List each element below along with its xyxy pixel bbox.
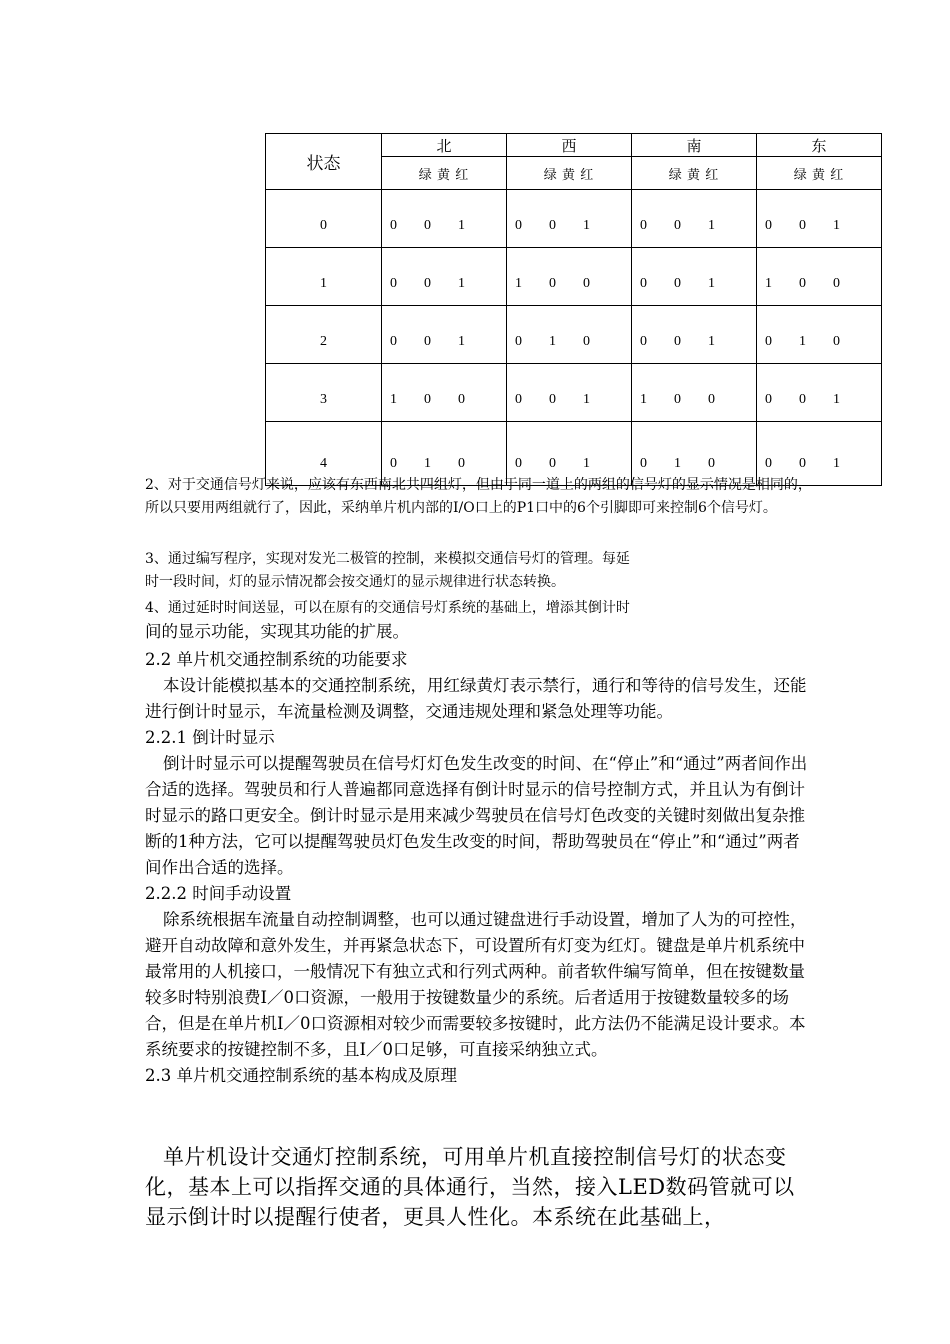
state-number: 2 bbox=[266, 306, 382, 364]
body-paragraph: 倒计时显示可以提醒驾驶员在信号灯灯色发生改变的时间、在“停止”和“通过”两者间作出合适的选择。驾驶员和行人普遍都同意选择有倒计时显示的信号控制方式，并且认为有倒计时显示的路口更安全。倒计时显示是用来减少驾驶员在信号灯色改变的关键时刻做出复杂推断的1种方法，它可以提醒驾驶员灯色发生改变的时间，帮助驾驶员在“停止”和“通过”两者间作出合适的选择。 bbox=[145, 754, 808, 877]
light-values: 1 0 0 bbox=[507, 248, 632, 306]
light-values: 0 1 0 bbox=[382, 422, 507, 486]
light-values: 0 0 1 bbox=[507, 364, 632, 422]
state-number: 1 bbox=[266, 248, 382, 306]
table-header-row bbox=[266, 134, 882, 157]
paragraph-item-2: 2、对于交通信号灯来说，应该有东西南北共四组灯，但由于同一道上的两组的信号灯的显示情况是相同的，所以只要用两组就行了，因此，采纳单片机内部的I/O口上的P1口中的6个引脚即可来控制6个信号灯。 bbox=[145, 477, 812, 516]
light-values: 0 0 1 bbox=[507, 190, 632, 248]
light-values: 0 1 0 bbox=[507, 306, 632, 364]
paragraph-item-4: 4、通过延时时间送显，可以在原有的交通信号灯系统的基础上，增添其倒计时 间的显示功能，实现其功能的扩展。 bbox=[145, 600, 630, 641]
table-row bbox=[266, 248, 882, 306]
light-colors-header: 绿 黄 红 bbox=[757, 157, 882, 190]
direction-east: 东 bbox=[757, 134, 882, 157]
section-heading: 2.3 单片机交通控制系统的基本构成及原理 bbox=[145, 1066, 457, 1085]
light-colors-header: 绿 黄 红 bbox=[632, 157, 757, 190]
light-values: 0 0 1 bbox=[632, 190, 757, 248]
state-header: 状态 bbox=[266, 134, 382, 190]
light-values: 1 0 0 bbox=[382, 364, 507, 422]
section-2-3-body bbox=[145, 1142, 815, 1232]
light-values: 0 0 1 bbox=[382, 248, 507, 306]
section-2-2 bbox=[145, 647, 815, 1089]
light-values: 0 0 1 bbox=[382, 190, 507, 248]
light-colors-header: 绿 黄 红 bbox=[507, 157, 632, 190]
table-row bbox=[266, 190, 882, 248]
direction-south: 南 bbox=[632, 134, 757, 157]
direction-west: 西 bbox=[507, 134, 632, 157]
table-row bbox=[266, 364, 882, 422]
light-values: 0 1 0 bbox=[757, 306, 882, 364]
signal-state-table bbox=[265, 133, 882, 486]
state-number: 4 bbox=[266, 422, 382, 486]
light-values: 0 0 1 bbox=[507, 422, 632, 486]
light-colors-header: 绿 黄 红 bbox=[382, 157, 507, 190]
state-number: 3 bbox=[266, 364, 382, 422]
section-heading: 2.2.1 倒计时显示 bbox=[145, 728, 275, 747]
body-paragraph: 除系统根据车流量自动控制调整，也可以通过键盘进行手动设置，增加了人为的可控性，避开自动故障和意外发生，并再紧急状态下，可设置所有灯变为红灯。键盘是单片机系统中最常用的人机接口，一般情况下有独立式和行列式两种。前者软件编写简单，但在按键数量较多时特别浪费I／0口资源，一般用于按键数量少的系统。后者适用于按键数量较多的场合，但是在单片机I／0口资源相对较少而需要较多按键时，此方法仍不能满足设计要求。本系统要求的按键控制不多，且I／0口足够，可直接采纳独立式。 bbox=[145, 910, 807, 1059]
light-values: 0 1 0 bbox=[632, 422, 757, 486]
section-heading: 2.2 单片机交通控制系统的功能要求 bbox=[145, 650, 408, 669]
light-values: 0 0 1 bbox=[757, 422, 882, 486]
light-values: 0 0 1 bbox=[632, 306, 757, 364]
light-values: 0 0 1 bbox=[382, 306, 507, 364]
paragraph-item-3: 3、通过编写程序，实现对发光二极管的控制，来模拟交通信号灯的管理。每延 时一段时间，灯的显示情况都会按交通灯的显示规律进行状态转换。 bbox=[145, 551, 630, 590]
direction-north: 北 bbox=[382, 134, 507, 157]
light-values: 1 0 0 bbox=[757, 248, 882, 306]
light-values: 1 0 0 bbox=[632, 364, 757, 422]
body-paragraph: 单片机设计交通灯控制系统，可用单片机直接控制信号灯的状态变化，基本上可以指挥交通的具体通行，当然，接入LED数码管就可以显示倒计时以提醒行使者，更具人性化。本系统在此基础上， bbox=[145, 1145, 795, 1229]
section-heading: 2.2.2 时间手动设置 bbox=[145, 884, 292, 903]
light-values: 0 0 1 bbox=[632, 248, 757, 306]
light-values: 0 0 1 bbox=[757, 364, 882, 422]
light-values: 0 0 1 bbox=[757, 190, 882, 248]
body-paragraph: 本设计能模拟基本的交通控制系统，用红绿黄灯表示禁行，通行和等待的信号发生，还能进行倒计时显示，车流量检测及调整，交通违规处理和紧急处理等功能。 bbox=[145, 676, 807, 721]
table-row bbox=[266, 306, 882, 364]
state-number: 0 bbox=[266, 190, 382, 248]
